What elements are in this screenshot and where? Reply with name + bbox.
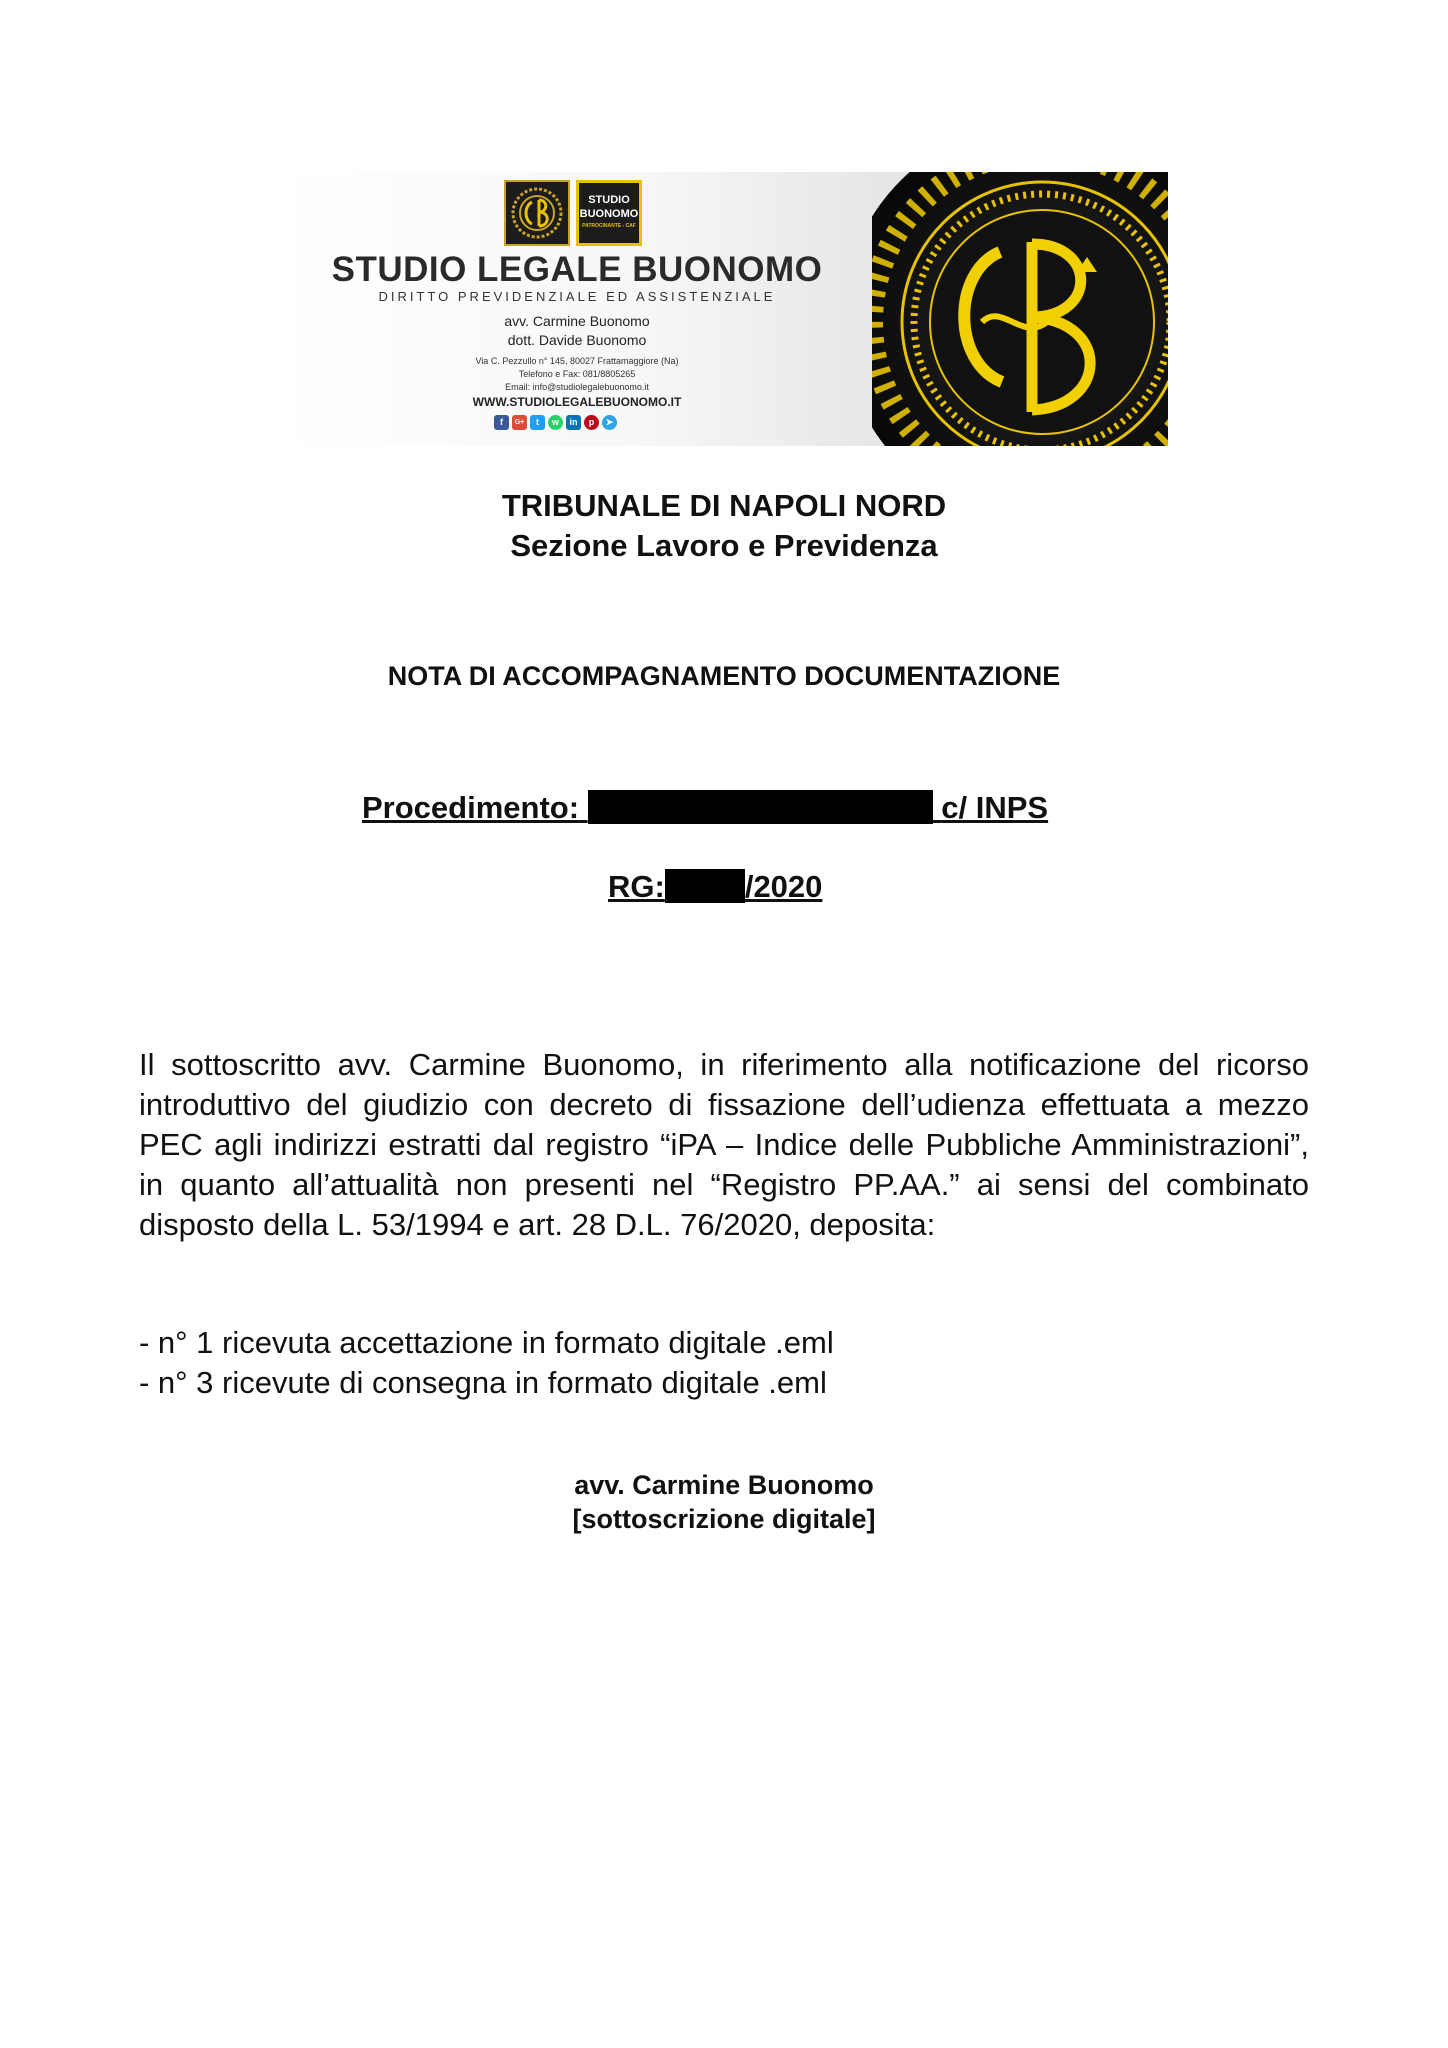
body-paragraph: Il sottoscritto avv. Carmine Buonomo, in riferimento alla notificazione del ricorso introduttivo del giudizio con decreto di fissazione dell’udienza effettuata a mezzo PEC agli indirizzi estratti dal registro “iPA – Indice delle Pubbliche Amministrazioni”, in quanto all’attualità non presenti nel “Registro PP.AA.” ai sensi del combinato disposto della L. 53/1994 e art. 28 D.L. 76/2020, deposita:: [139, 1047, 1309, 1242]
studio-buonomo-logo: [576, 180, 642, 246]
procedure-label: Procedimento:: [362, 790, 580, 825]
deposit-list: [139, 1323, 834, 1403]
signature-block: [0, 1468, 1448, 1536]
cb-monogram-logo: [504, 180, 570, 246]
whatsapp-icon: w: [548, 415, 563, 430]
redacted-party-name: [588, 790, 933, 824]
twitter-icon: t: [530, 415, 545, 430]
court-section: Sezione Lavoro e Previdenza: [510, 528, 938, 563]
logo-box-subtext: PATROCINANTE - CAF: [582, 223, 636, 229]
letterhead-text-block: [282, 172, 872, 446]
signature-note: [sottoscrizione digitale]: [572, 1504, 876, 1534]
firm-name: STUDIO LEGALE BUONOMO: [331, 250, 823, 289]
list-item: - n° 1 ricevuta accettazione in formato digitale .eml: [139, 1325, 834, 1360]
rg-suffix: /2020: [744, 869, 823, 904]
redacted-rg-number: [665, 869, 745, 903]
firm-email: Email: info@studiolegalebuonomo.it: [505, 382, 649, 392]
court-name: TRIBUNALE DI NAPOLI NORD: [501, 488, 947, 523]
firm-subtitle: DIRITTO PREVIDENZIALE ED ASSISTENZIALE: [378, 289, 776, 304]
firm-phone: Telefono e Fax: 081/8805265: [518, 369, 636, 379]
list-item: - n° 3 ricevute di consegna in formato digitale .eml: [139, 1365, 827, 1400]
signature-name: avv. Carmine Buonomo: [574, 1470, 874, 1500]
cb-seal-emblem: [872, 172, 1168, 446]
procedure-suffix: c/ INPS: [941, 790, 1049, 825]
linkedin-icon: in: [566, 415, 581, 430]
firm-address: Via C. Pezzullo n° 145, 80027 Frattamaggiore (Na): [475, 356, 679, 366]
letterhead-banner: [282, 172, 1168, 446]
logo-box-text: STUDIO BUONOMO: [579, 194, 639, 220]
lawyer-name-1: avv. Carmine Buonomo: [504, 313, 650, 329]
court-heading: [0, 486, 1448, 566]
facebook-icon: f: [494, 415, 509, 430]
procedure-line: [362, 790, 1048, 826]
document-title: NOTA DI ACCOMPAGNAMENTO DOCUMENTAZIONE: [387, 661, 1061, 691]
pinterest-icon: p: [584, 415, 599, 430]
firm-website: WWW.STUDIOLEGALEBUONOMO.IT: [472, 395, 682, 409]
rg-line: [608, 869, 822, 905]
lawyer-name-2: dott. Davide Buonomo: [507, 332, 647, 348]
rg-label: RG:: [608, 869, 665, 904]
logo-group: [504, 180, 644, 248]
google-plus-icon: G+: [512, 415, 527, 430]
social-icons-row: [494, 414, 620, 432]
telegram-icon: ➤: [602, 415, 617, 430]
